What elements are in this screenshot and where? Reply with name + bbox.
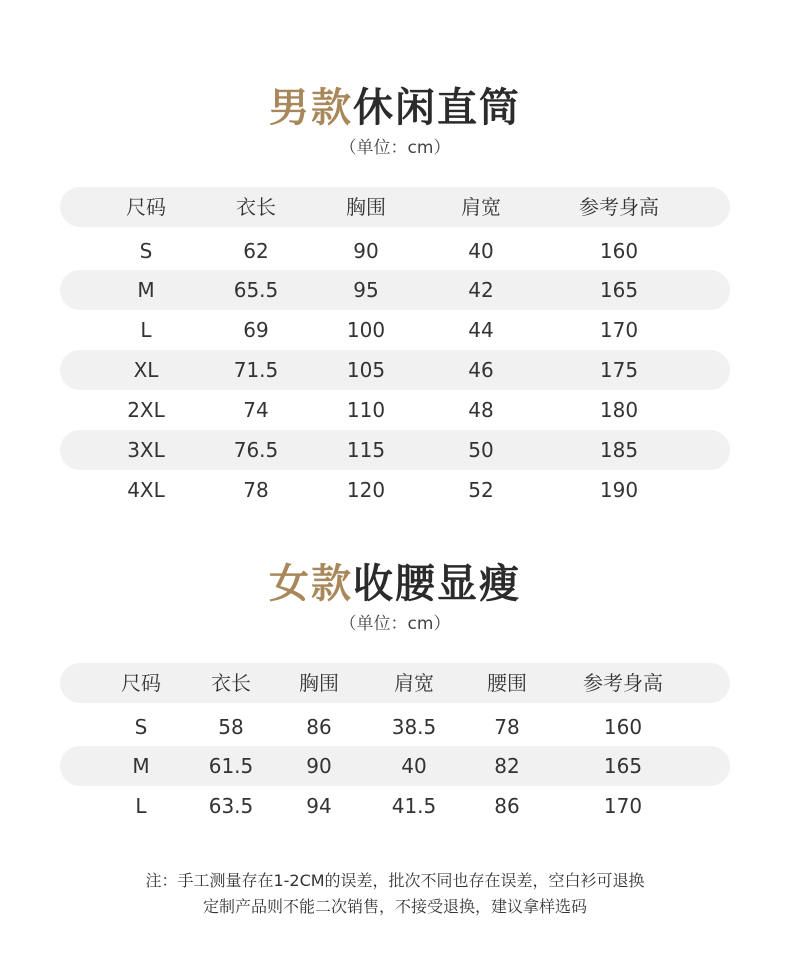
women-table-row — [60, 746, 730, 786]
size-cell: M — [137, 278, 155, 302]
women-table-row — [60, 707, 730, 747]
size-cell: 2XL — [127, 398, 165, 422]
men-size-title — [0, 84, 790, 132]
height-cell: 185 — [599, 438, 639, 462]
shoulder-cell: 44 — [468, 318, 494, 342]
chest-cell: 90 — [306, 754, 332, 778]
women-unit-label: （单位：cm） — [339, 614, 451, 634]
size-cell: 3XL — [127, 438, 165, 462]
height-cell: 160 — [603, 715, 643, 739]
chest-cell: 115 — [346, 438, 386, 462]
women-header-shoulder: 肩宽 — [394, 671, 434, 695]
note-line-2: 定制产品则不能二次销售，不接受退换，建议拿样选码 — [202, 897, 587, 916]
shoulder-cell: 50 — [468, 438, 494, 462]
men-header-height: 参考身高 — [579, 195, 659, 219]
size-cell: S — [134, 715, 148, 739]
women-header-row — [60, 663, 730, 703]
height-cell: 170 — [599, 318, 639, 342]
men-title-accent: 男款 — [269, 85, 353, 131]
men-table-row — [60, 430, 730, 470]
men-table-row — [60, 310, 730, 350]
size-cell: M — [132, 754, 150, 778]
height-cell: 165 — [603, 754, 643, 778]
men-header-size: 尺码 — [126, 195, 166, 219]
size-cell: L — [135, 794, 147, 818]
shoulder-cell: 41.5 — [391, 794, 437, 818]
waist-cell: 86 — [494, 794, 520, 818]
height-cell: 170 — [603, 794, 643, 818]
men-title-rest: 休闲直筒 — [353, 85, 521, 131]
shoulder-cell: 38.5 — [391, 715, 437, 739]
shoulder-cell: 40 — [468, 239, 494, 263]
men-header-shoulder: 肩宽 — [461, 195, 501, 219]
shoulder-cell: 42 — [468, 278, 494, 302]
height-cell: 180 — [599, 398, 639, 422]
height-cell: 190 — [599, 478, 639, 502]
height-cell: 175 — [599, 358, 639, 382]
length-cell: 61.5 — [208, 754, 254, 778]
height-cell: 165 — [599, 278, 639, 302]
chest-cell: 100 — [346, 318, 386, 342]
men-unit-label: （单位：cm） — [339, 138, 451, 158]
size-cell: 4XL — [127, 478, 165, 502]
chest-cell: 95 — [353, 278, 379, 302]
shoulder-cell: 40 — [401, 754, 427, 778]
note-line-1: 注：手工测量存在1-2CM的误差，批次不同也存在误差，空白衫可退换 — [145, 871, 645, 890]
men-table-row — [60, 390, 730, 430]
women-title-accent: 女款 — [269, 561, 353, 607]
men-header-length: 衣长 — [236, 195, 276, 219]
shoulder-cell: 52 — [468, 478, 494, 502]
women-size-title — [0, 560, 790, 608]
length-cell: 69 — [243, 318, 269, 342]
women-header-length: 衣长 — [211, 671, 251, 695]
chest-cell: 90 — [353, 239, 379, 263]
chest-cell: 94 — [306, 794, 332, 818]
shoulder-cell: 46 — [468, 358, 494, 382]
chest-cell: 105 — [346, 358, 386, 382]
length-cell: 62 — [243, 239, 269, 263]
men-header-chest: 胸围 — [346, 195, 386, 219]
men-table-row — [60, 470, 730, 510]
length-cell: 78 — [243, 478, 269, 502]
men-header-row — [60, 187, 730, 227]
length-cell: 74 — [243, 398, 269, 422]
men-table-row — [60, 270, 730, 310]
women-header-height: 参考身高 — [583, 671, 663, 695]
height-cell: 160 — [599, 239, 639, 263]
size-cell: S — [139, 239, 153, 263]
size-cell: L — [140, 318, 152, 342]
length-cell: 71.5 — [233, 358, 279, 382]
waist-cell: 82 — [494, 754, 520, 778]
chest-cell: 110 — [346, 398, 386, 422]
waist-cell: 78 — [494, 715, 520, 739]
women-header-size: 尺码 — [121, 671, 161, 695]
length-cell: 65.5 — [233, 278, 279, 302]
women-header-chest: 胸围 — [299, 671, 339, 695]
women-title-rest: 收腰显瘦 — [353, 561, 521, 607]
length-cell: 63.5 — [208, 794, 254, 818]
men-table-row — [60, 350, 730, 390]
chest-cell: 86 — [306, 715, 332, 739]
chest-cell: 120 — [346, 478, 386, 502]
men-table-row — [60, 231, 730, 271]
shoulder-cell: 48 — [468, 398, 494, 422]
size-cell: XL — [133, 358, 159, 382]
length-cell: 76.5 — [233, 438, 279, 462]
women-table-row — [60, 786, 730, 826]
women-header-waist: 腰围 — [487, 671, 527, 695]
length-cell: 58 — [218, 715, 244, 739]
